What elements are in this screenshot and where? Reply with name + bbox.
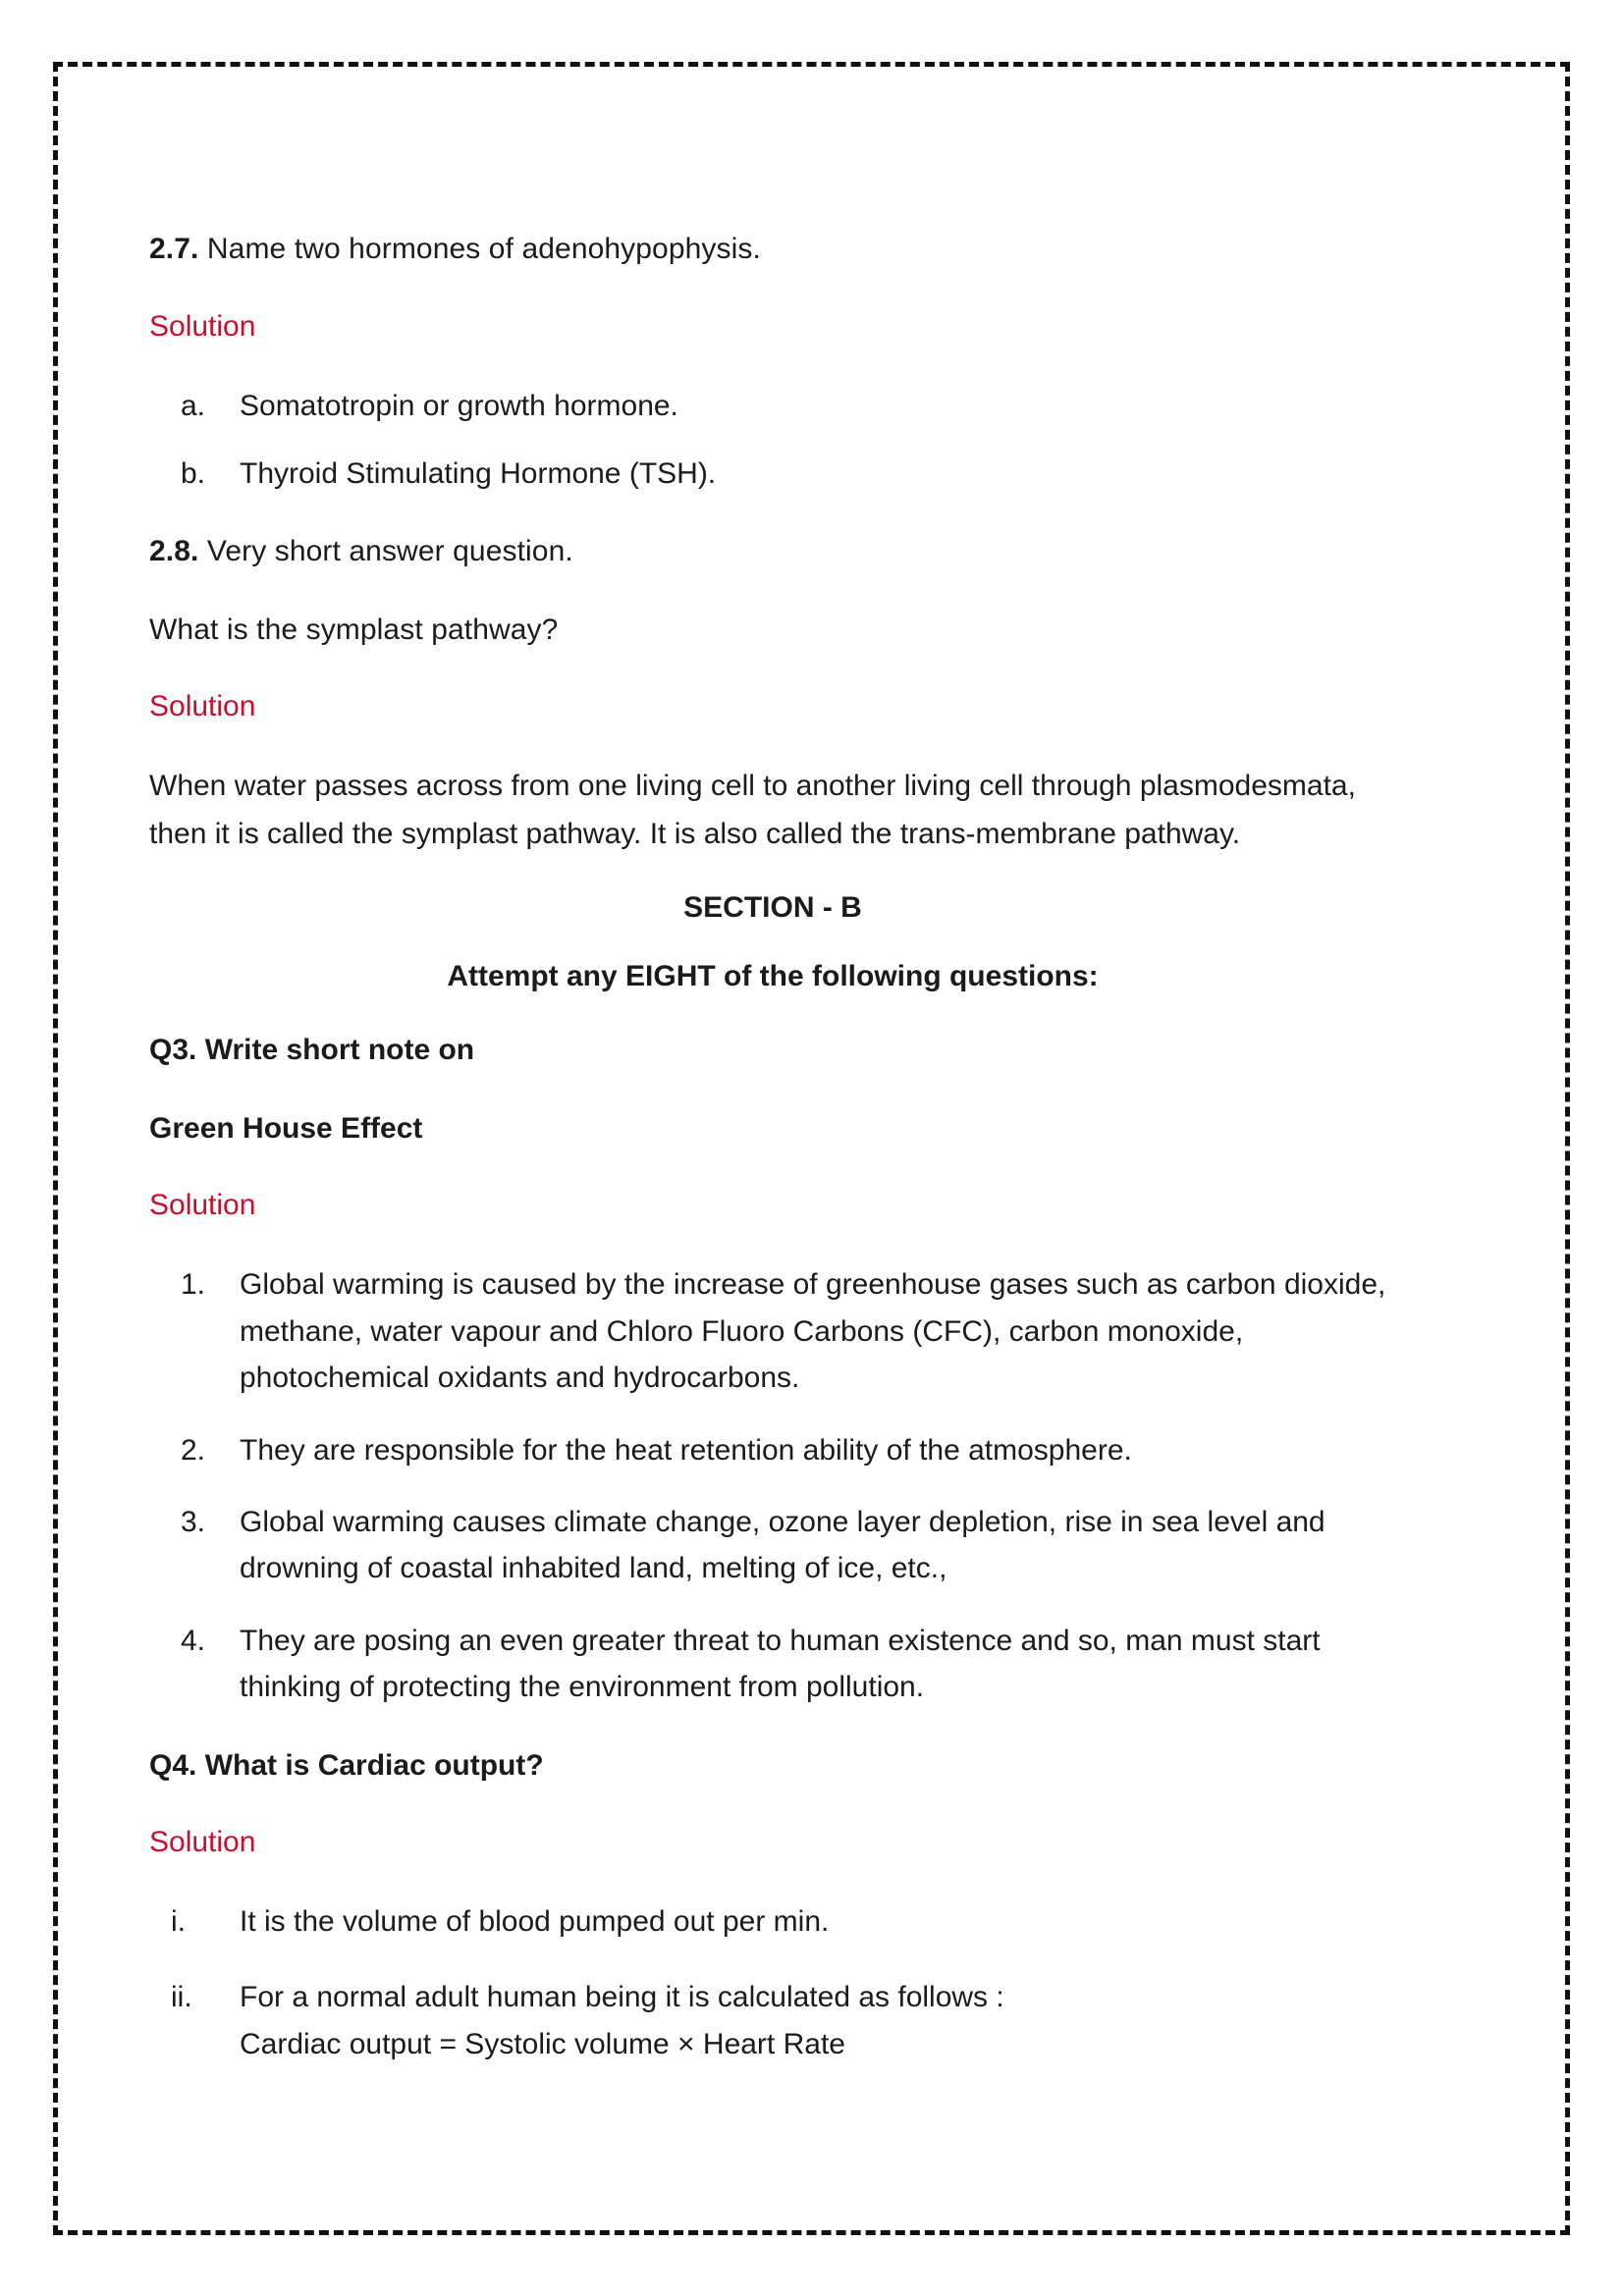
list-text: It is the volume of blood pumped out per min. bbox=[240, 1905, 830, 1939]
question-q3-subheading: Green House Effect bbox=[149, 1111, 423, 1145]
section-b-instruction: Attempt any EIGHT of the following questions: bbox=[447, 960, 1099, 993]
list-text: They are responsible for the heat retention ability of the atmosphere. bbox=[240, 1433, 1132, 1467]
list-item bbox=[149, 1974, 1396, 2067]
solution-label-2-7: Solution bbox=[149, 309, 256, 343]
list-item bbox=[149, 1499, 1396, 1592]
solution-label-q3: Solution bbox=[149, 1189, 256, 1222]
question-2-7-number: 2.7. bbox=[149, 233, 199, 265]
list-marker: 1. bbox=[181, 1268, 206, 1302]
solution-label-2-8: Solution bbox=[149, 690, 256, 723]
question-2-8-number: 2.8. bbox=[149, 535, 199, 568]
list-text: For a normal adult human being it is calculated as follows : bbox=[240, 1981, 1004, 2014]
answer-list-q4 bbox=[149, 1898, 1396, 2067]
list-text-formula: Cardiac output = Systolic volume × Heart Rate bbox=[240, 2027, 845, 2060]
list-marker: a. bbox=[181, 389, 206, 422]
question-q3-heading: Q3. Write short note on bbox=[149, 1034, 475, 1067]
list-marker: 2. bbox=[181, 1433, 206, 1467]
list-marker: ii. bbox=[171, 1981, 192, 2014]
question-2-8-prompt: What is the symplast pathway? bbox=[149, 613, 559, 646]
list-item bbox=[149, 1618, 1396, 1711]
answer-list-2-7 bbox=[149, 383, 1396, 498]
section-b-title: SECTION - B bbox=[683, 891, 862, 925]
list-marker: b. bbox=[181, 456, 206, 490]
list-text: Somatotropin or growth hormone. bbox=[240, 389, 678, 422]
question-q4-heading: Q4. What is Cardiac output? bbox=[149, 1748, 544, 1782]
answer-paragraph-2-8: When water passes across from one living cell to another living cell through plasmodesmata, then it is called the symplast pathway. It is also called the trans-membrane pathway. bbox=[149, 770, 1356, 850]
list-item bbox=[149, 1898, 1396, 1945]
list-marker: i. bbox=[171, 1905, 186, 1939]
answer-list-q3 bbox=[149, 1261, 1396, 1710]
solution-label-q4: Solution bbox=[149, 1826, 256, 1859]
list-text: Global warming causes climate change, ozone layer depletion, rise in sea level and drowning of coastal inhabited land, melting of ice, etc., bbox=[240, 1506, 1325, 1585]
question-2-8 bbox=[149, 530, 1396, 573]
list-marker: 3. bbox=[181, 1506, 206, 1539]
list-text: They are posing an even greater threat to human existence and so, man must start thinking of protecting the environment from pollution. bbox=[240, 1624, 1321, 1704]
list-text: Thyroid Stimulating Hormone (TSH). bbox=[240, 456, 717, 490]
list-item bbox=[149, 383, 1396, 429]
list-item bbox=[149, 1261, 1396, 1401]
list-item bbox=[149, 1427, 1396, 1473]
list-item bbox=[149, 451, 1396, 497]
question-2-8-text: Very short answer question. bbox=[198, 535, 573, 568]
question-2-7 bbox=[149, 228, 1396, 271]
document-content bbox=[149, 228, 1396, 2101]
list-text: Global warming is caused by the increase of greenhouse gases such as carbon dioxide, methane, water vapour and Chloro Fluoro Carbons (CFC), carbon monoxide, photochemical oxidants and hydrocarbons. bbox=[240, 1268, 1386, 1395]
list-marker: 4. bbox=[181, 1624, 206, 1657]
question-2-7-text: Name two hormones of adenohypophysis. bbox=[198, 233, 761, 265]
